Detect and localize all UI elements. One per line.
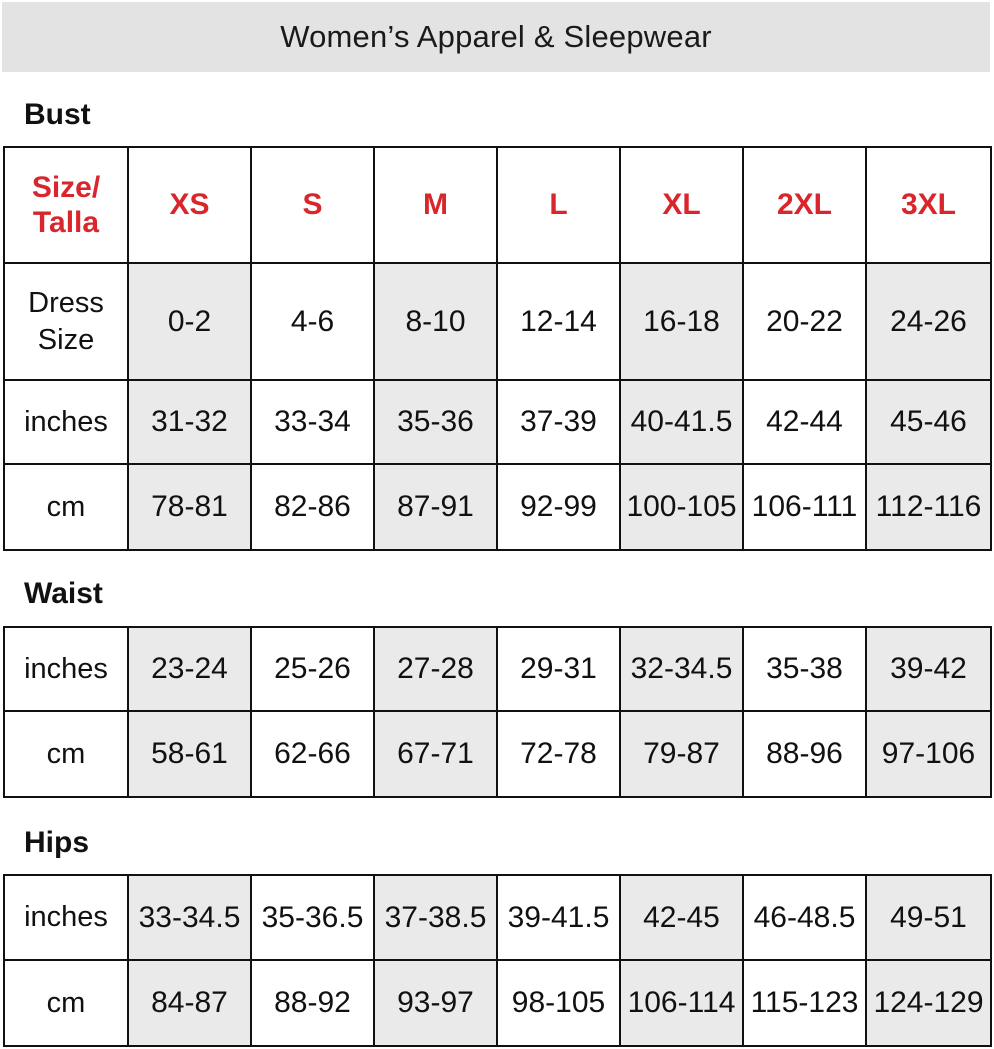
table-cell: 58-61	[128, 711, 251, 797]
table-cell: 40-41.5	[620, 380, 743, 464]
table-cell: 16-18	[620, 263, 743, 380]
section-title-waist: Waist	[24, 577, 103, 610]
table-cell: 93-97	[374, 960, 497, 1046]
table-cell: 25-26	[251, 627, 374, 711]
row-label: Dress Size	[4, 263, 128, 380]
table-cell: 4-6	[251, 263, 374, 380]
table-cell: 106-114	[620, 960, 743, 1046]
table-cell: 98-105	[497, 960, 620, 1046]
table-cell: 35-36	[374, 380, 497, 464]
table-cell: 106-111	[743, 464, 866, 550]
table-row	[4, 464, 991, 550]
bust-table	[3, 146, 992, 551]
table-cell: 20-22	[743, 263, 866, 380]
table-cell: 37-38.5	[374, 875, 497, 960]
table-cell: 84-87	[128, 960, 251, 1046]
table-cell: 72-78	[497, 711, 620, 797]
table-cell: 45-46	[866, 380, 991, 464]
waist-table	[3, 626, 992, 798]
row-label: inches	[4, 627, 128, 711]
row-label: cm	[4, 711, 128, 797]
table-cell: 67-71	[374, 711, 497, 797]
size-3xl: 3XL	[866, 147, 991, 263]
table-cell: 37-39	[497, 380, 620, 464]
table-cell: 79-87	[620, 711, 743, 797]
table-cell: 0-2	[128, 263, 251, 380]
size-header-row	[4, 147, 991, 263]
table-cell: 24-26	[866, 263, 991, 380]
hips-table	[3, 874, 992, 1047]
table-cell: 112-116	[866, 464, 991, 550]
row-label: inches	[4, 875, 128, 960]
size-m: M	[374, 147, 497, 263]
table-row	[4, 960, 991, 1046]
table-cell: 33-34	[251, 380, 374, 464]
table-cell: 33-34.5	[128, 875, 251, 960]
chart-title-banner	[2, 2, 990, 72]
table-cell: 49-51	[866, 875, 991, 960]
table-row	[4, 627, 991, 711]
table-cell: 8-10	[374, 263, 497, 380]
section-title-bust: Bust	[24, 98, 91, 131]
row-label: inches	[4, 380, 128, 464]
table-row	[4, 875, 991, 960]
table-cell: 29-31	[497, 627, 620, 711]
table-row	[4, 380, 991, 464]
table-cell: 12-14	[497, 263, 620, 380]
table-cell: 62-66	[251, 711, 374, 797]
table-cell: 100-105	[620, 464, 743, 550]
table-cell: 35-38	[743, 627, 866, 711]
row-label: cm	[4, 464, 128, 550]
chart-title: Women’s Apparel & Sleepwear	[280, 19, 712, 54]
size-s: S	[251, 147, 374, 263]
table-cell: 42-45	[620, 875, 743, 960]
table-cell: 82-86	[251, 464, 374, 550]
row-label: cm	[4, 960, 128, 1046]
table-cell: 27-28	[374, 627, 497, 711]
table-cell: 92-99	[497, 464, 620, 550]
table-cell: 115-123	[743, 960, 866, 1046]
size-2xl: 2XL	[743, 147, 866, 263]
table-cell: 46-48.5	[743, 875, 866, 960]
table-cell: 23-24	[128, 627, 251, 711]
table-cell: 97-106	[866, 711, 991, 797]
size-header-label: Size/ Talla	[4, 147, 128, 263]
size-xl: XL	[620, 147, 743, 263]
table-cell: 39-42	[866, 627, 991, 711]
table-cell: 124-129	[866, 960, 991, 1046]
table-cell: 35-36.5	[251, 875, 374, 960]
table-cell: 31-32	[128, 380, 251, 464]
table-cell: 42-44	[743, 380, 866, 464]
table-cell: 32-34.5	[620, 627, 743, 711]
table-cell: 88-96	[743, 711, 866, 797]
table-cell: 39-41.5	[497, 875, 620, 960]
section-title-hips: Hips	[24, 826, 90, 859]
table-row	[4, 263, 991, 380]
table-cell: 87-91	[374, 464, 497, 550]
size-l: L	[497, 147, 620, 263]
table-row	[4, 711, 991, 797]
table-cell: 78-81	[128, 464, 251, 550]
size-xs: XS	[128, 147, 251, 263]
table-cell: 88-92	[251, 960, 374, 1046]
